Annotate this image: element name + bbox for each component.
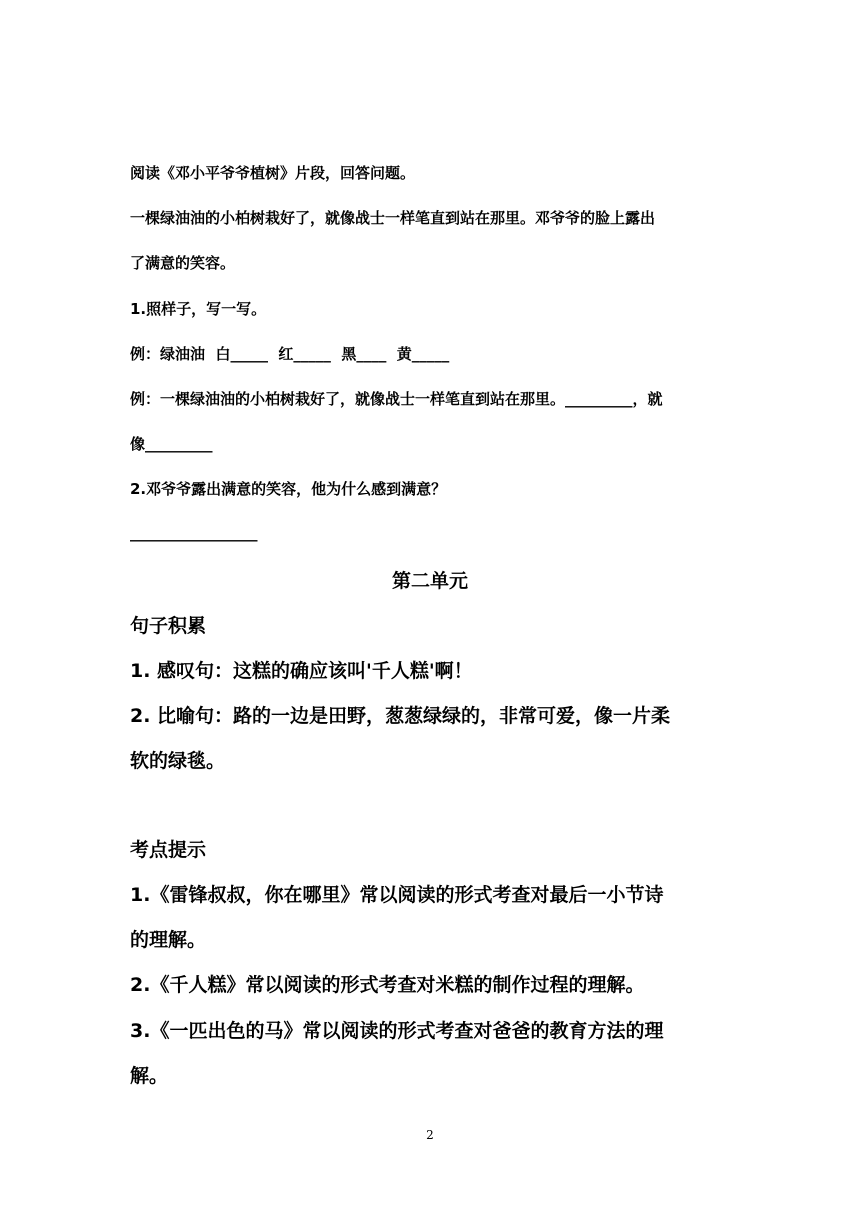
sentence-2-line-1: 2. 比喻句：路的一边是田野，葱葱绿绿的，非常可爱，像一片柔 [130,705,671,727]
reading-instruction: 阅读《邓小平爷爷植树》片段，回答问题。 [130,164,416,182]
passage-line-1: 一棵绿油油的小柏树栽好了，就像战士一样笔直到站在那里。邓爷爷的脸上露出 [130,209,656,227]
question-1: 1.照样子，写一写。 [130,300,267,318]
tip-2: 2.《千人糕》常以阅读的形式考查对米糕的制作过程的理解。 [130,974,645,996]
tip-1-line-2: 的理解。 [130,929,207,951]
sentences-heading: 句子积累 [130,615,207,637]
question-2-answer-line: _________________ [130,524,258,542]
sentence-2-line-2: 软的绿毯。 [130,750,226,772]
question-1-example-2-line-1: 例：一棵绿油油的小柏树栽好了，就像战士一样笔直到站在那里。_________，就 [130,390,663,408]
tips-heading: 考点提示 [130,839,207,861]
question-1-example-1: 例：绿油油 白_____ 红_____ 黑____ 黄_____ [130,345,450,363]
page-number: 2 [426,1128,434,1142]
tip-1-line-1: 1.《雷锋叔叔，你在哪里》常以阅读的形式考查对最后一小节诗 [130,884,664,906]
passage-line-2: 了满意的笑容。 [130,254,236,272]
unit-title: 第二单元 [391,570,468,592]
question-2: 2.邓爷爷露出满意的笑容，他为什么感到满意？ [130,480,447,498]
tip-3-line-2: 解。 [130,1065,169,1087]
question-1-example-2-line-2: 像_________ [130,435,213,453]
sentence-1: 1. 感叹句：这糕的确应该叫'千人糕'啊！ [130,660,473,682]
tip-3-line-1: 3.《一匹出色的马》常以阅读的形式考查对爸爸的教育方法的理 [130,1020,664,1042]
